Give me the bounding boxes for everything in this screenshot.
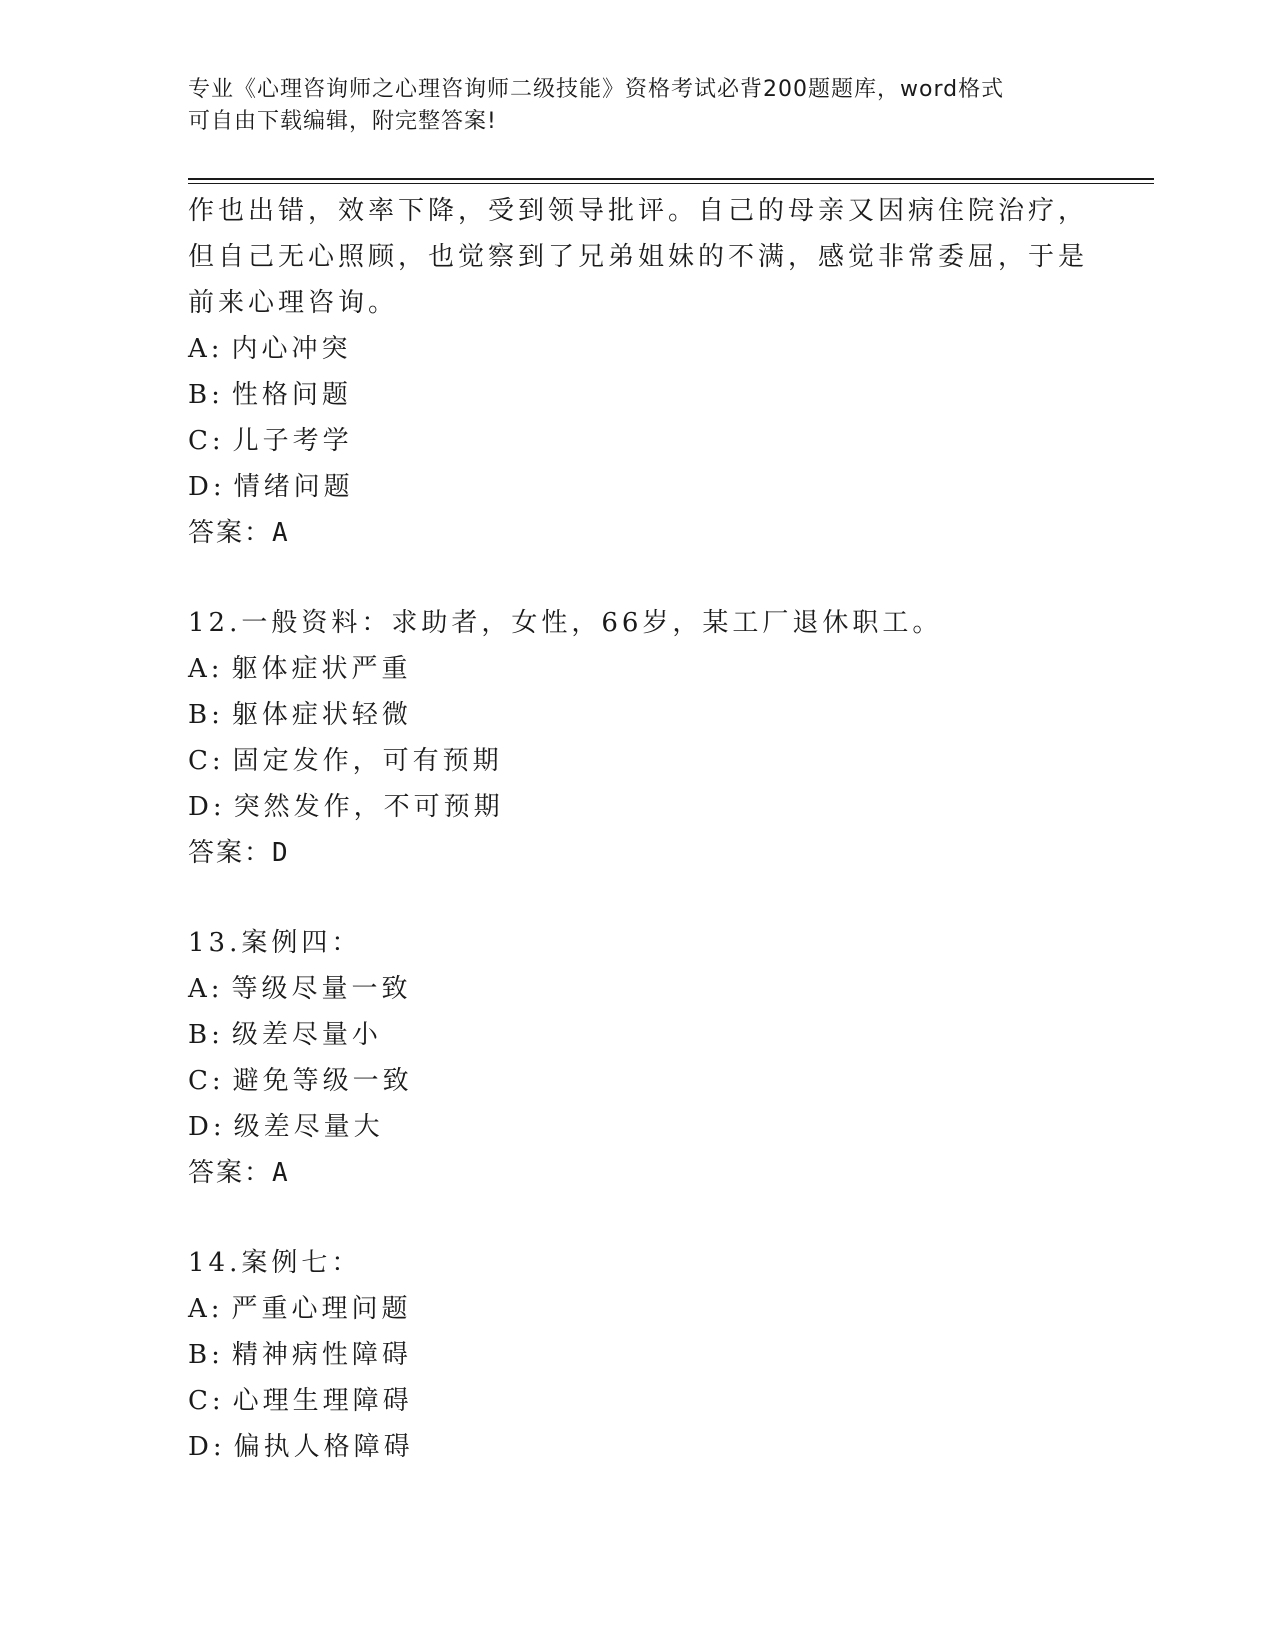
question-stem-line: 但自己无心照顾，也觉察到了兄弟姐妹的不满，感觉非常委屈，于是 [188,242,1089,272]
option-key: B: [188,1340,224,1370]
option-text: 突然发作，不可预期 [233,792,504,822]
question-stem: 13.案例四： [188,928,362,958]
option-text: 避免等级一致 [232,1066,413,1096]
option-key: C: [188,1066,225,1096]
question-14 [188,1240,1088,1470]
option-c [188,1378,1088,1424]
question-13 [188,920,1088,1196]
answer-label: 答案： [188,1158,273,1188]
option-a [188,646,1088,692]
option-d [188,1104,1088,1150]
answer-value: D [272,838,290,868]
document-header [188,74,1088,138]
answer-value: A [272,1158,290,1188]
option-key: A: [188,334,224,364]
option-a [188,326,1088,372]
option-c [188,738,1088,784]
option-b [188,372,1088,418]
option-key: D: [188,1112,226,1142]
question-12 [188,600,1088,876]
option-text: 情绪问题 [233,472,354,502]
spacer [188,876,1088,920]
option-b [188,1332,1088,1378]
option-text: 躯体症状严重 [231,654,412,684]
option-text: 躯体症状轻微 [231,700,412,730]
option-text: 儿子考学 [232,426,353,456]
option-c [188,418,1088,464]
question-stem-line: 前来心理咨询。 [188,288,399,318]
option-a [188,1286,1088,1332]
answer-label: 答案： [188,518,273,548]
option-key: D: [188,472,226,502]
option-text: 偏执人格障碍 [233,1432,414,1462]
option-key: B: [188,380,224,410]
option-text: 内心冲突 [231,334,352,364]
question-list [188,188,1088,1470]
option-text: 等级尽量一致 [231,974,412,1004]
question-11 [188,188,1088,556]
spacer [188,1196,1088,1240]
header-line-2: 可自由下载编辑，附完整答案! [188,109,497,134]
option-key: C: [188,1386,225,1416]
answer-label: 答案： [188,838,273,868]
option-key: C: [188,746,225,776]
option-text: 性格问题 [231,380,352,410]
header-divider-thin [188,183,1154,184]
option-key: A: [188,974,224,1004]
answer-line [188,1150,1088,1196]
option-b [188,692,1088,738]
option-d [188,784,1088,830]
option-c [188,1058,1088,1104]
option-d [188,1424,1088,1470]
header-divider-thick [188,178,1154,180]
spacer [188,556,1088,600]
question-stem-line: 作也出错，效率下降，受到领导批评。自己的母亲又因病住院治疗， [188,196,1089,226]
option-text: 级差尽量小 [231,1020,382,1050]
option-d [188,464,1088,510]
answer-value: A [272,518,290,548]
option-key: A: [188,654,224,684]
option-key: B: [188,1020,224,1050]
question-stem: 14.案例七： [188,1248,362,1278]
option-text: 级差尽量大 [233,1112,384,1142]
option-text: 固定发作，可有预期 [232,746,503,776]
option-b [188,1012,1088,1058]
option-text: 严重心理问题 [231,1294,412,1324]
option-text: 精神病性障碍 [231,1340,412,1370]
header-line-1: 专业《心理咨询师之心理咨询师二级技能》资格考试必背200题题库，word格式 [188,77,1005,102]
option-key: A: [188,1294,224,1324]
option-a [188,966,1088,1012]
option-key: D: [188,792,226,822]
question-stem: 12.一般资料：求助者，女性，66岁，某工厂退休职工。 [188,608,943,638]
option-text: 心理生理障碍 [232,1386,413,1416]
option-key: C: [188,426,225,456]
answer-line [188,830,1088,876]
option-key: D: [188,1432,226,1462]
option-key: B: [188,700,224,730]
answer-line [188,510,1088,556]
